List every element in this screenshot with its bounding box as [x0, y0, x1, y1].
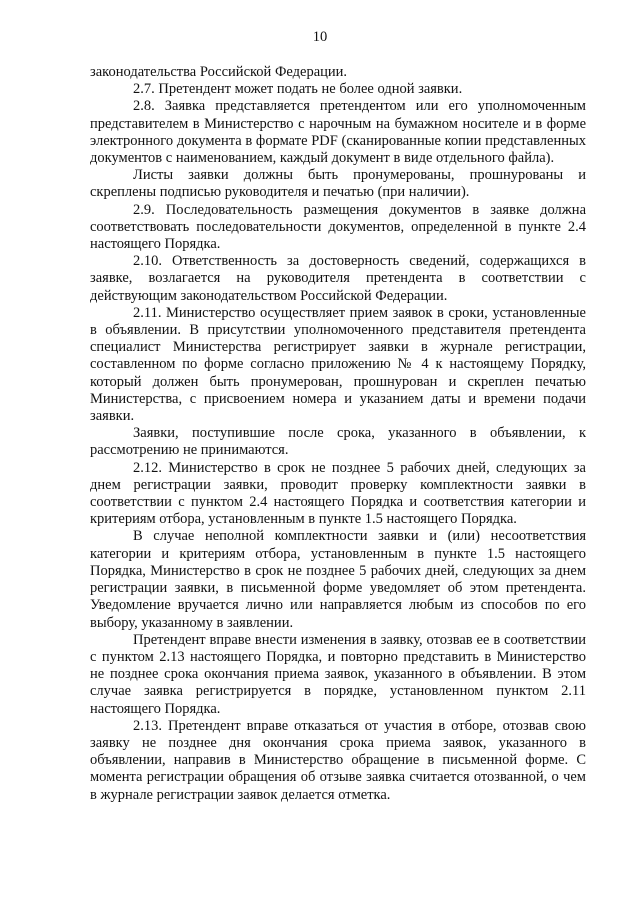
paragraph: 2.11. Министерство осуществляет прием заявок в сроки, установленные в объявлении. В присутствии уполномоченного представителя претендента специалист Министерства регистрирует заявки в журнале регистрации, составленном по форме согласно приложению № 4 к настоящему Порядку, который должен быть пронумерован, прошнурован и скреплен печатью Министерства, с присвоением номера и указанием даты и времени подачи заявки.: [90, 304, 586, 425]
document-body: [90, 64, 586, 804]
paragraph: 2.13. Претендент вправе отказаться от участия в отборе, отозвав свою заявку не позднее дня окончания срока приема заявок, указанного в объявлении, направив в Министерство обращение в письменной форме. С момента регистрации обращения об отзыве заявка считается отозванной, о чем в журнале регистрации заявок делается отметка.: [90, 717, 586, 803]
page-number: 10: [312, 29, 328, 45]
paragraph: законодательства Российской Федерации.: [90, 64, 348, 80]
paragraph: 2.12. Министерство в срок не позднее 5 рабочих дней, следующих за днем регистрации заявки, проводит проверку комплектности заявки в соответствии с пунктом 2.4 настоящего Порядка и соответствия категории и критериям отбора, установленным в пункте 1.5 настоящего Порядка.: [90, 459, 586, 528]
paragraph: В случае неполной комплектности заявки и (или) несоответствия категории и критериям отбора, установленным в пункте 1.5 настоящего Порядка, Министерство в срок не позднее 5 рабочих дней, следующих за днем регистрации заявки, в письменной форме уведомляет об этом претендента. Уведомление вручается лично или направляется любым из способов по его выбору, указанному в заявлении.: [90, 528, 586, 631]
paragraph: 2.7. Претендент может подать не более одной заявки.: [133, 81, 463, 98]
paragraph: 2.10. Ответственность за достоверность сведений, содержащихся в заявке, возлагается на руководителя претендента в соответствии с действующим законодательством Российской Федерации.: [90, 253, 586, 304]
paragraph: Заявки, поступившие после срока, указанного в объявлении, к рассмотрению не принимаются.: [90, 425, 586, 459]
paragraph: Претендент вправе внести изменения в заявку, отозвав ее в соответствии с пунктом 2.13 настоящего Порядка, и повторно представить в Министерство не позднее срока окончания приема заявок, указанного в объявлении. В этом случае заявка регистрируется в порядке, установленном пунктом 2.11 настоящего Порядка.: [90, 631, 586, 717]
paragraph: Листы заявки должны быть пронумерованы, прошнурованы и скреплены подписью руководителя и печатью (при наличии).: [90, 167, 586, 201]
paragraph: 2.9. Последовательность размещения документов в заявке должна соответствовать последовательности документов, определенной в пункте 2.4 настоящего Порядка.: [90, 201, 586, 253]
paragraph: 2.8. Заявка представляется претендентом или его уполномоченным представителем в Министерство с нарочным на бумажном носителе и в форме электронного документа в формате PDF (сканированные копии представленных документов с наименованием, каждый документ в виде отдельного файла).: [90, 98, 586, 167]
